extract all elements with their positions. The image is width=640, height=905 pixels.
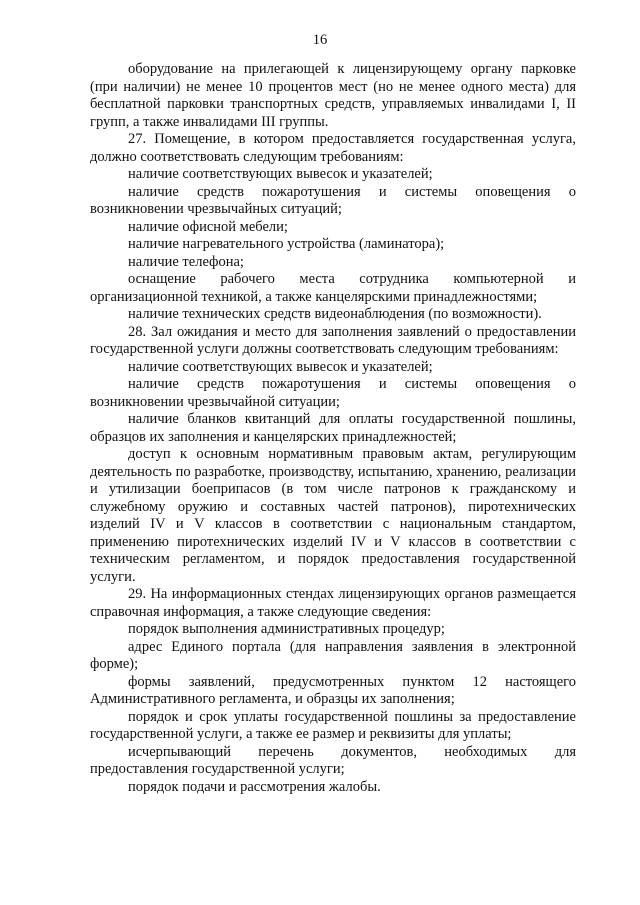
list-item: порядок и срок уплаты государственной пошлины за предоставление государственной услуги, а также ее размер и реквизиты для уплаты; (90, 708, 576, 742)
document-body (90, 61, 576, 796)
list-item: наличие соответствующих вывесок и указателей; (128, 358, 433, 375)
page-number: 16 (312, 32, 328, 48)
list-item: порядок подачи и рассмотрения жалобы. (128, 778, 381, 795)
list-item: наличие средств пожаротушения и системы оповещения о возникновении чрезвычайной ситуации; (90, 376, 576, 410)
list-item: доступ к основным нормативным правовым актам, регулирующим деятельность по разработке, производству, испытанию, хранению, реализации и утилизации боеприпасов (в том числе патронов к гражданскому и служебному оружию и составных частей патронов), пиротехнических изделий IV и V классов в соответствии с национальным стандартом, применению пиротехнических изделий IV и V классов в соответствии с техническим регламентом, и порядок предоставления государственной услуги. (90, 446, 576, 585)
list-item: адрес Единого портала (для направления заявления в электронной форме); (90, 638, 576, 672)
list-item: наличие соответствующих вывесок и указателей; (128, 166, 433, 182)
paragraph-29-heading: 29. На информационных стендах лицензирующих органов размещается справочная информация, а также следующие сведения: (90, 586, 576, 620)
list-item: наличие технических средств видеонаблюдения (по возможности). (128, 306, 542, 322)
list-item: наличие бланков квитанций для оплаты государственной пошлины, образцов их заполнения и канцелярских принадлежностей; (90, 411, 576, 445)
list-item: наличие нагревательного устройства (ламинатора); (128, 236, 445, 252)
paragraph-28-heading: 28. Зал ожидания и место для заполнения заявлений о предоставлении государственной услуги должны соответствовать следующим требованиям: (90, 323, 576, 357)
list-item: формы заявлений, предусмотренных пунктом 12 настоящего Административного регламента, и образцы их заполнения; (90, 673, 576, 707)
list-item: наличие офисной мебели; (128, 218, 288, 235)
paragraph-parking: оборудование на прилегающей к лицензирующему органу парковке (при наличии) не менее 10 процентов мест (но не менее одного места) для бесплатной парковки транспортных средств, управляемых инвалидами I, II групп, а также инвалидами III группы. (90, 61, 576, 130)
list-item: наличие телефона; (128, 253, 244, 270)
list-item: наличие средств пожаротушения и системы оповещения о возникновении чрезвычайных ситуаций; (90, 183, 576, 217)
list-item: порядок выполнения административных процедур; (128, 621, 445, 637)
list-item: оснащение рабочего места сотрудника компьютерной и организационной техникой, а также канцелярскими принадлежностями; (90, 271, 576, 305)
paragraph-27-heading: 27. Помещение, в котором предоставляется государственная услуга, должно соответствовать следующим требованиям: (90, 131, 576, 165)
list-item: исчерпывающий перечень документов, необходимых для предоставления государственной услуги; (90, 743, 576, 777)
